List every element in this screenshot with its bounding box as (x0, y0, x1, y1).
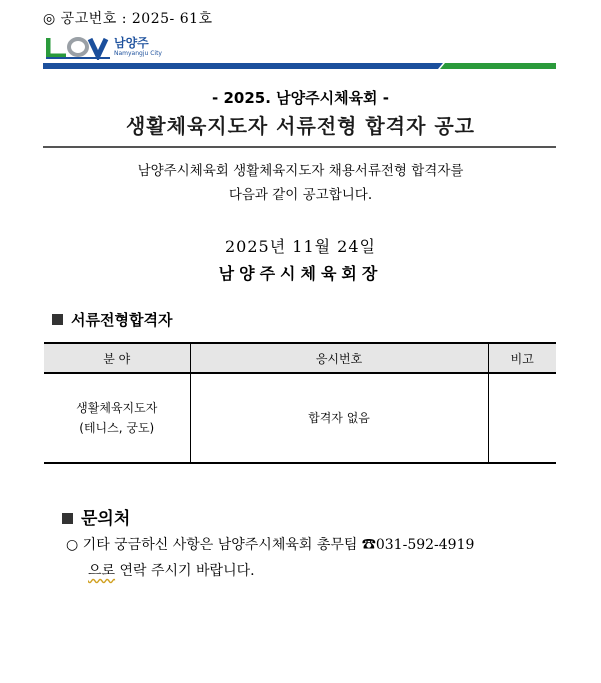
section-results-heading (52, 309, 172, 330)
announcement-line-2: 다음과 같이 공고합니다. (228, 187, 373, 203)
announcement-line-1: 남양주시체육회 생활체육지도자 채용서류전형 합격자를 (137, 163, 464, 179)
logo-text-kr: 남양주 (114, 36, 149, 50)
cell-exam-number: 합격자 없음 (190, 373, 488, 463)
table-row (44, 373, 556, 463)
logo-text (114, 36, 162, 58)
column-header-exam-number: 응시번호 (190, 343, 488, 373)
page-title: 생활체육지도자 서류전형 합격자 공고 (125, 114, 475, 138)
square-bullet-icon (52, 314, 63, 325)
square-bullet-icon (62, 513, 73, 524)
logo-text-en: Namyangju City (114, 50, 162, 57)
section-results-label: 서류전형합격자 (71, 311, 173, 329)
contact-line-2 (88, 560, 255, 580)
notice-number: ◎ 공고번호 : 2025- 61호 (43, 11, 213, 27)
page-subtitle: - 2025. 남양주시체육회 - (212, 89, 389, 107)
table-header-row (44, 343, 556, 373)
cell-note (488, 373, 556, 463)
contact-line-2-rest: 연락 주시기 바랍니다. (115, 563, 255, 579)
namyangju-logo (46, 36, 110, 60)
section-contact-heading (62, 504, 130, 529)
title-divider (43, 146, 556, 148)
header-color-bar (43, 63, 556, 69)
cell-field (44, 373, 190, 463)
spellcheck-underlined-word: 으로 (88, 563, 116, 579)
section-contact-label: 문의처 (81, 509, 131, 529)
issuer-name: 남양주시체육회장 (218, 264, 383, 283)
column-header-note: 비고 (488, 343, 556, 373)
announcement-date: 2025년 11월 24일 (225, 237, 376, 256)
contact-line-1: ○ 기타 궁금하신 사항은 남양주시체육회 총무팀 ☎031-592-4919 (66, 537, 475, 553)
field-line-1: 생활체육지도자 (76, 401, 158, 415)
results-table (44, 342, 556, 464)
column-header-field: 분 야 (44, 343, 190, 373)
field-line-2: (테니스, 궁도) (79, 421, 155, 435)
